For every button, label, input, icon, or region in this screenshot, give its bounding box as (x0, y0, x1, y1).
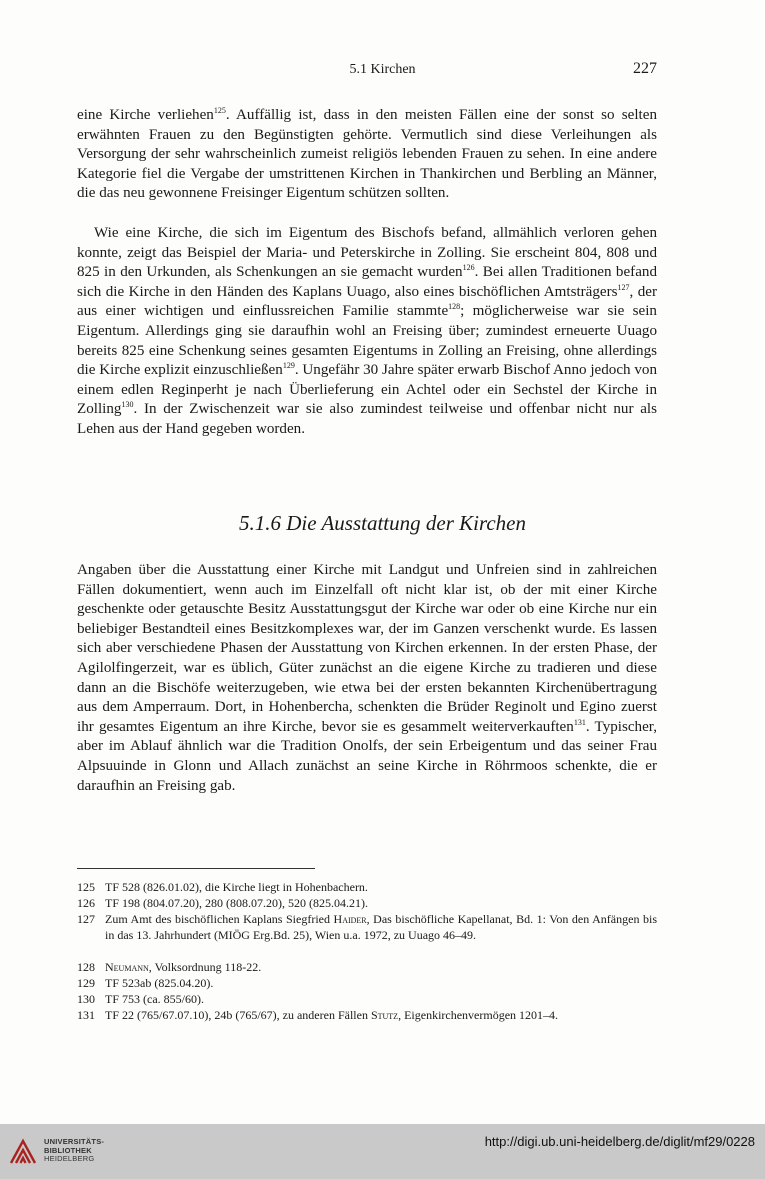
footnote-ref-128[interactable]: 128 (448, 302, 461, 312)
section-heading: 5.1.6 Die Ausstattung der Kirchen (239, 511, 526, 535)
paragraph-2: Wie eine Kirche, die sich im Eigentum des Bischofs befand, allmählich verloren gehen konnte, zeigt das Beispiel der Maria- und Peterskirche in Zolling. Sie erscheint 804, 808 und 825 in den Urkunden, als Schenkungen an sie gemacht wurden$^{126}$. Bei allen Traditionen befand sich die Kirche in den Händen des Kaplans Uuago, also eines bischöflichen Amtsträgers$^{127}$, der aus einer wichtigen und einflussreichen Familie stammte$^{128}$; möglicherweise war sie sein Eigentum. Allerdings ging sie daraufhin wohl an Freising über; zumindest erneuerte Uuago bereits 825 eine Schenkung seines gesamten Eigentums in Zolling an Freising, ohne allerdings die Kirche explizit einzuschließen$^{129}$. Ungefähr 30 Jahre später erwarb Bischof Anno jedoch von einem edlen Reginperht je nach Überlieferung ein Achtel oder ein Sechstel der Kirche in Zolling$^{130}$. In der Zwischenzeit war sie also zumindest teilweise und offenbar nicht nur als Lehen aus der Hand gegeben worden. (77, 225, 658, 437)
footnote-ref-127[interactable]: 127 (617, 282, 630, 292)
footer-bar (0, 1124, 765, 1179)
footnote-125: 125 TF 528 (826.01.02), die Kirche liegt in Hohenbachern. (77, 880, 368, 894)
footnote-131: 131 TF 22 (765/67.07.10), 24b (765/67), zu anderen Fällen Stutz, Eigenkirchenvermögen 1201–4. (77, 1008, 559, 1022)
source-url-link[interactable]: http://digi.ub.uni-heidelberg.de/diglit/mf29/0228 (484, 1134, 755, 1149)
footnote-128: 128 Neumann, Volksordnung 118-22. (77, 960, 262, 974)
footnote-126: 126 TF 198 (804.07.20), 280 (808.07.20), 520 (825.04.21). (77, 896, 368, 910)
footnote-ref-129[interactable]: 129 (282, 361, 295, 371)
paragraph-1: eine Kirche verliehen$^{125}$. Auffällig ist, dass in den meisten Fällen eine der sonst so selten erwähnten Frauen zu den Begünstigten gehörte. Vermutlich sind diese Verleihungen als Versorgung der sehr wahrscheinlich zumeist religiös lebenden Frauen zu sehen. In eine andere Kategorie fiel die Vergabe der umstrittenen Kirchen in Thankirchen und Berbling an Männer, die das neu gewonnene Freisinger Eigentum schützen sollten. (77, 106, 658, 202)
library-logo-text: UNIVERSITÄTS- BIBLIOTHEK HEIDELBERG (44, 1137, 105, 1163)
footnote-ref-125[interactable]: 125 (213, 106, 226, 115)
footnote-ref-126[interactable]: 126 (462, 263, 475, 273)
library-logo-icon (8, 1136, 38, 1166)
running-header: 5.1 Kirchen (349, 62, 416, 77)
footnote-129: 129 TF 523ab (825.04.20). (77, 976, 214, 990)
paragraph-3: Angaben über die Ausstattung einer Kirche mit Landgut und Unfreien sind in zahlreichen Fällen dokumentiert, wenn auch im Einzelfall oft nicht klar ist, ob der mit einer Kirche geschenkte oder getauschte Besitz Ausstattungsgut der Kirche war oder ob eine Kirche nur ein beliebiger Bestandteil eines Besitzkomplexes war, der im Ganzen verschenkt wurde. Es lassen sich aber verschiedene Phasen der Ausstattung von Kirchen erkennen. In der ersten Phase, der Agilolfingerzeit, war es üblich, Güter zunächst an die eigene Kirche zu tradieren und diese dann an die Bischöfe weiterzugeben, wie etwa bei der ersten bekannten Kirchenübertragung aus dem Amperraum. Dort, in Hohenbercha, schenkten die Brüder Reginolt und Egino zuerst ihr gesamtes Eigentum an ihre Kirche, bevor sie es gesammelt weiterverkauften$^{131}$. Typischer, aber im Ablauf ähnlich war die Tradition Onolfs, der sein Erbeigentum und das seiner Frau Alpsuuinde in Glonn und Allach zunächst an seine Kirche in Röhrmoos schenkte, die er daraufhin an Freising gab. (77, 562, 657, 794)
footnote-ref-130[interactable]: 130 (121, 400, 134, 410)
page-number: 227 (633, 60, 657, 77)
footnote-130: 130 TF 753 (ca. 855/60). (77, 992, 204, 1006)
footnote-ref-131[interactable]: 131 (573, 717, 586, 727)
footnote-127: 127 Zum Amt des bischöflichen Kaplans Siegfried Haider, Das bischöfliche Kapellanat, Bd. 1: Von den Anfängen bis in das 13. Jahrhundert (MIÖG Erg.Bd. 25), Wien u.a. 1972, zu Uuago 46–49. (77, 912, 657, 942)
footnote-divider (77, 868, 315, 869)
